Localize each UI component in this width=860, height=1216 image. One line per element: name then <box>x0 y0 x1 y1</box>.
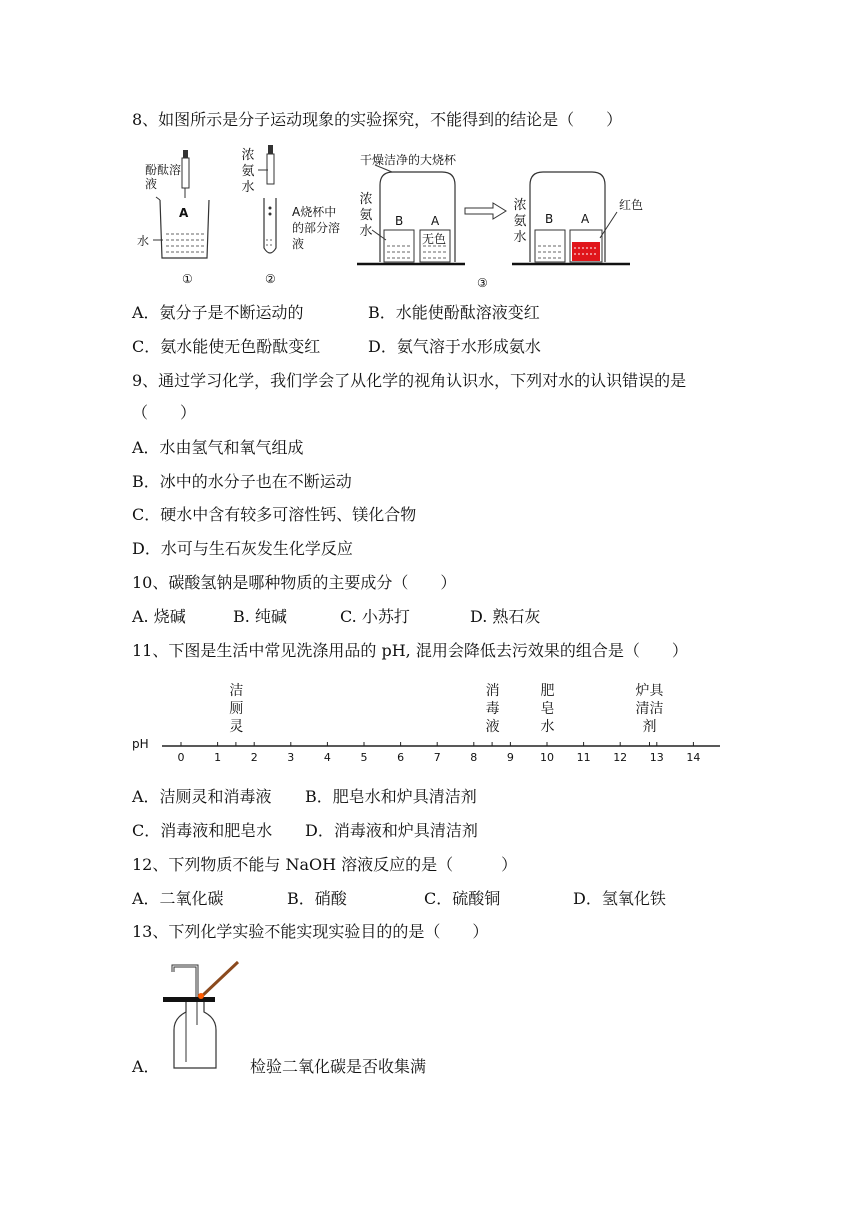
ph-tick-label: 4 <box>323 751 331 764</box>
q10-option-b: B. 纯碱 <box>233 607 287 626</box>
q8-stem: 8、如图所示是分子运动现象的实验探究，不能得到的结论是（ ） <box>132 110 623 129</box>
q11-option-c: C．消毒液和肥皂水 <box>132 821 273 840</box>
q8-option-c: C．氨水能使无色酚酞变红 <box>132 337 321 356</box>
q12-option-d: D．氢氧化铁 <box>573 889 666 908</box>
ph-tick-label: 5 <box>360 751 368 764</box>
q9-option-c: C．硬水中含有较多可溶性钙、镁化合物 <box>132 505 417 524</box>
q9-option-d: D．水可与生石灰发生化学反应 <box>132 539 353 558</box>
ph-tick-label: 6 <box>397 751 405 764</box>
label-colorless: 无色 <box>422 232 447 246</box>
ph-tick-label: 10 <box>540 751 554 764</box>
label-figure-2: ② <box>265 272 276 286</box>
q8-option-b: B．水能使酚酞溶液变红 <box>368 303 540 322</box>
ph-product-label: 消毒液 <box>485 683 500 735</box>
ph-tick-label: 8 <box>470 751 478 764</box>
q11-stem: 11、下图是生活中常见洗涤用品的 pH, 混用会降低去污效果的组合是（ ） <box>132 641 688 660</box>
ph-product-label: 炉具清洁剂 <box>635 683 664 735</box>
ph-tick-label: 1 <box>214 751 222 764</box>
label-ammonia-3b: 浓氨水 <box>513 198 527 245</box>
ph-tick-label: 12 <box>613 751 628 764</box>
ph-tick-label: 0 <box>177 751 185 764</box>
label-phenolphthalein: 酚酞溶液 <box>145 163 182 191</box>
q10-stem: 10、碳酸氢钠是哪种物质的主要成分（ ） <box>132 573 457 592</box>
q12-option-a: A．二氧化碳 <box>132 889 224 908</box>
label-water: 水 <box>137 234 150 248</box>
ph-tick-label: 9 <box>506 751 514 764</box>
q9-option-a: A．水由氢气和氧气组成 <box>132 438 304 457</box>
label-ammonia-3a: 浓氨水 <box>359 192 373 239</box>
ph-tick-label: 3 <box>287 751 295 764</box>
ph-axis-label: pH <box>132 737 149 751</box>
q10-option-d: D. 熟石灰 <box>470 607 541 626</box>
q11-option-d: D．消毒液和炉具清洁剂 <box>305 821 478 840</box>
q11-option-a: A．洁厕灵和消毒液 <box>132 787 272 806</box>
label-big-beaker: 干燥洁净的大烧杯 <box>360 153 457 167</box>
q8-option-d: D．氨气溶于水形成氨水 <box>368 337 541 356</box>
label-figure-3: ③ <box>477 276 488 290</box>
label-beaker-a: A <box>179 206 189 220</box>
ph-tick-label: 11 <box>576 751 591 764</box>
q12-stem: 12、下列物质不能与 NaOH 溶液反应的是（ ） <box>132 855 518 874</box>
q13-option-a-text: 检验二氧化碳是否收集满 <box>250 1057 427 1076</box>
ph-tick-label: 7 <box>433 751 441 764</box>
q12-option-c: C．硫酸铜 <box>424 889 501 908</box>
q9-stem-cont: （ ） <box>132 403 197 422</box>
label-figure-1: ① <box>182 272 193 286</box>
label-a-1: A <box>431 214 440 228</box>
label-ammonia-2: 浓氨水 <box>241 148 255 195</box>
label-b-1: B <box>395 214 404 228</box>
ph-tick-label: 2 <box>250 751 258 764</box>
label-part-solution: A烧杯中的部分溶液 <box>292 205 341 251</box>
q13-stem: 13、下列化学实验不能实现实验目的的是（ ） <box>132 922 489 941</box>
label-a-2: A <box>581 212 590 226</box>
q11-option-b: B．肥皂水和炉具清洁剂 <box>305 787 477 806</box>
q13-option-a-letter: A． <box>132 1057 160 1076</box>
ph-product-label: 洁厕灵 <box>229 683 244 735</box>
q9-option-b: B．冰中的水分子也在不断运动 <box>132 472 352 491</box>
ph-tick-label: 14 <box>686 751 701 764</box>
q12-option-b: B．硝酸 <box>287 889 347 908</box>
ph-product-label: 肥皂水 <box>540 683 555 735</box>
q9-stem: 9、通过学习化学，我们学会了从化学的视角认识水，下列对水的认识错误的是 <box>132 371 687 390</box>
q10-option-c: C. 小苏打 <box>340 607 410 626</box>
label-red: 红色 <box>619 198 644 212</box>
label-b-2: B <box>545 212 554 226</box>
ph-tick-label: 13 <box>649 751 664 764</box>
q10-option-a: A. 烧碱 <box>132 607 186 626</box>
q8-option-a: A．氨分子是不断运动的 <box>132 303 304 322</box>
